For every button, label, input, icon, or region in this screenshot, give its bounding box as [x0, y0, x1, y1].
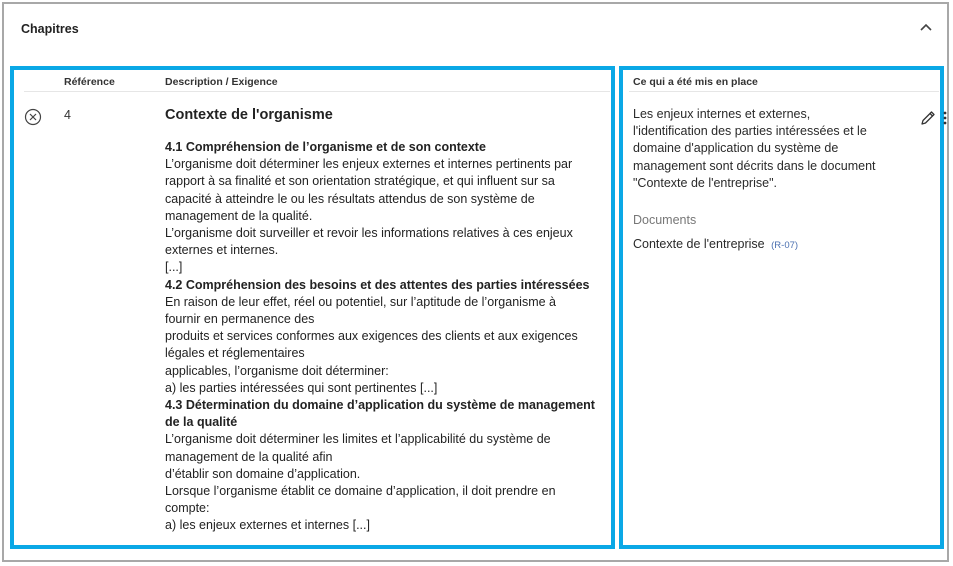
requirement-text	[165, 139, 613, 535]
requirement-line: légales et réglementaires	[165, 346, 305, 361]
requirement-line: d’établir son domaine d’application.	[165, 466, 361, 481]
implementation-line: Les enjeux internes et externes,	[633, 107, 811, 121]
requirement-line: capacité à atteindre le ou les résultats attendus de son système de	[165, 191, 535, 206]
document-name: Contexte de l'entreprise	[633, 237, 765, 251]
column-header-done: Ce qui a été mis en place	[633, 76, 758, 88]
reference-value: 4	[64, 108, 71, 122]
pencil-icon	[920, 110, 936, 126]
chevron-up-icon	[920, 23, 932, 31]
requirement-line: compte:	[165, 501, 210, 516]
more-options-button[interactable]	[942, 110, 948, 126]
requirement-description	[165, 106, 613, 535]
requirement-subtitle: 4.3 Détermination du domaine d’application du système de management	[165, 398, 595, 413]
requirement-line: L’organisme doit déterminer les limites et l’applicabilité du système de	[165, 432, 551, 447]
more-vertical-icon	[942, 110, 948, 126]
implementation-text	[633, 106, 903, 192]
remove-circle-icon	[24, 108, 42, 126]
remove-row-button[interactable]	[24, 108, 42, 126]
requirement-line: a) les parties intéressées qui sont pertinentes [...]	[165, 380, 438, 395]
document-ref: (R-07)	[771, 240, 799, 251]
requirement-line: a) les enjeux externes et internes [...]	[165, 518, 370, 533]
column-header-description: Description / Exigence	[165, 76, 278, 88]
implementation-line: l'identification des parties intéressées et le	[633, 124, 867, 139]
implementation-line: "Contexte de l'entreprise".	[633, 175, 777, 190]
document-link[interactable]	[633, 237, 798, 251]
requirement-line: L’organisme doit surveiller et revoir les informations relatives à ces enjeux	[165, 226, 573, 241]
requirement-subtitle: 4.2 Compréhension des besoins et des attentes des parties intéressées	[165, 277, 590, 292]
implementation-line: domaine d'application du système de	[633, 141, 839, 156]
requirement-line: produits et services conformes aux exigences des clients et aux exigences	[165, 329, 578, 344]
requirement-line: applicables, l’organisme doit déterminer:	[165, 363, 389, 378]
column-header-reference: Référence	[64, 76, 115, 88]
requirement-line: externes et internes.	[165, 243, 279, 258]
documents-title: Documents	[633, 213, 697, 227]
requirement-line: En raison de leur effet, réel ou potentiel, sur l’aptitude de l’organisme à	[165, 294, 556, 309]
section-title: Chapitres	[21, 22, 79, 36]
requirement-line: [...]	[165, 260, 183, 275]
implementation-line: management sont décrits dans le document	[633, 158, 876, 173]
header-divider	[24, 91, 610, 92]
requirement-line: L’organisme doit déterminer les enjeux externes et internes pertinents par	[165, 157, 573, 172]
requirement-line: management de la qualité.	[165, 208, 313, 223]
header-divider	[629, 91, 939, 92]
collapse-button[interactable]	[917, 18, 935, 36]
chapter-title: Contexte de l'organisme	[165, 107, 333, 123]
requirement-subtitle: 4.1 Compréhension de l’organisme et de son contexte	[165, 140, 486, 154]
requirement-line: management de la qualité afin	[165, 449, 333, 464]
requirement-subtitle: de la qualité	[165, 415, 238, 430]
edit-button[interactable]	[920, 110, 936, 126]
requirement-line: Lorsque l’organisme établit ce domaine d’application, il doit prendre en	[165, 484, 556, 499]
requirement-line: fournir en permanence des	[165, 312, 315, 327]
requirement-line: rapport à sa finalité et son orientation stratégique, et qui influent sur sa	[165, 174, 555, 189]
